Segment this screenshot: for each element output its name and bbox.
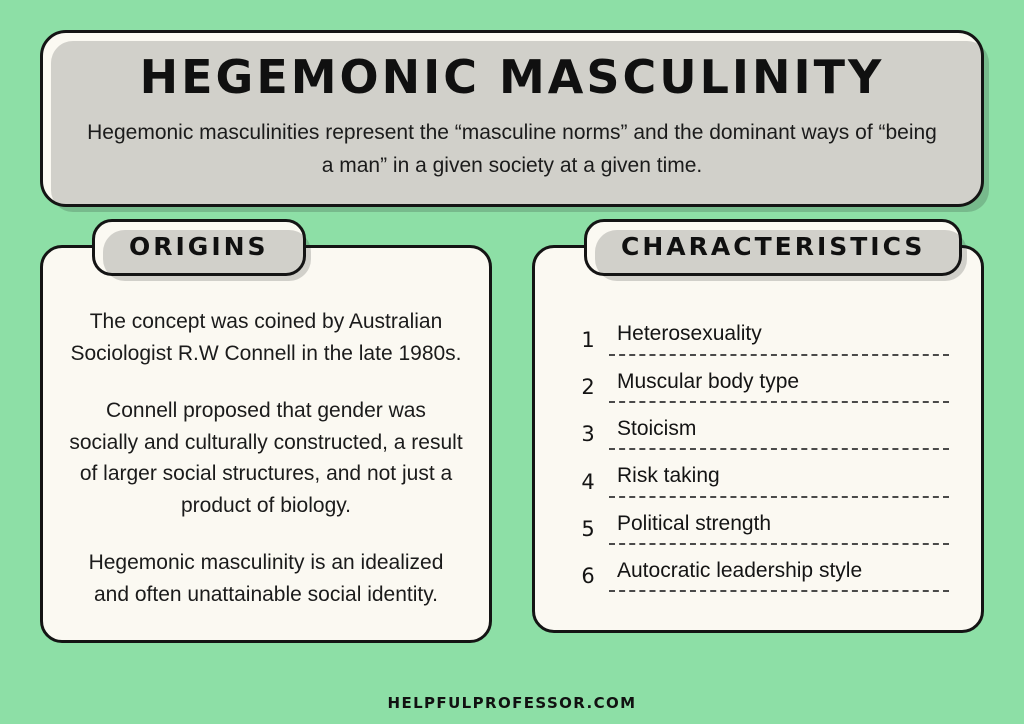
list-item	[567, 510, 949, 545]
page-title: HEGEMONIC MASCULINITY	[139, 50, 885, 104]
list-item	[567, 462, 949, 497]
origins-paragraph: Connell proposed that gender was socially and culturally constructed, a result of larger social structures, and not just a product of biology.	[69, 399, 463, 517]
list-item-text-wrap	[609, 368, 949, 403]
list-item-label: Muscular body type	[617, 369, 800, 393]
list-item-number: 5	[581, 517, 595, 542]
origins-paragraph: The concept was coined by Australian Sociologist R.W Connell in the late 1980s.	[70, 310, 462, 365]
list-item-number: 6	[581, 564, 595, 589]
list-item	[567, 557, 949, 592]
header-card	[40, 30, 984, 207]
origins-heading-tab	[92, 219, 306, 276]
footer-credit: HELPFULPROFESSOR.COM	[387, 694, 637, 712]
list-item	[567, 415, 949, 450]
characteristics-body-card	[532, 245, 984, 633]
poster-subtitle: Hegemonic masculinities represent the “masculine norms” and the dominant ways of “being a man” in a given society at a given time.	[87, 121, 937, 177]
list-item	[567, 368, 949, 403]
characteristics-heading-label: CHARACTERISTICS	[621, 232, 926, 262]
list-item-label: Heterosexuality	[617, 322, 762, 346]
list-item-number: 1	[581, 327, 595, 352]
list-item-label: Political strength	[617, 511, 772, 535]
list-item-text-wrap	[609, 320, 949, 355]
list-item-text-wrap	[609, 510, 949, 545]
list-item-text-wrap	[609, 557, 949, 592]
list-item-label: Stoicism	[617, 417, 697, 441]
characteristics-heading-tab	[584, 219, 962, 276]
origins-heading-label: ORIGINS	[129, 232, 269, 262]
list-item-number: 2	[581, 375, 595, 400]
origins-column	[40, 232, 492, 643]
origins-body-card	[40, 245, 492, 643]
list-item-label: Autocratic leadership style	[617, 559, 863, 583]
list-item-text-wrap	[609, 415, 949, 450]
origins-paragraph: Hegemonic masculinity is an idealized and often unattainable social identity.	[88, 551, 444, 606]
characteristics-column	[532, 232, 984, 633]
characteristics-list	[561, 320, 955, 592]
list-item-text-wrap	[609, 462, 949, 497]
list-item-number: 3	[581, 422, 595, 447]
list-item-number: 4	[581, 469, 595, 494]
columns-container	[40, 232, 984, 643]
list-item-label: Risk taking	[617, 464, 720, 488]
list-item	[567, 320, 949, 355]
